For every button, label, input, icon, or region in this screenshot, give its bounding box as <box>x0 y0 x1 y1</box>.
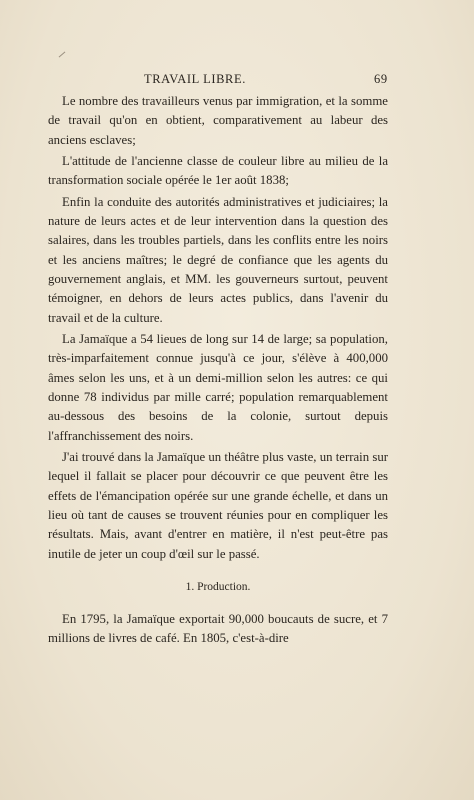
paragraph-3: Enfin la conduite des autorités administratives et judiciaires; la nature de leurs actes et de leur intervention dans la question des salaires, dans les troubles partiels, dans les conflits entre les noirs et les anciens maîtres; le degré de confiance que les agents du gouvernement anglais, et MM. les gouverneurs surtout, peuvent témoigner, en dehors de leurs actes publics, dans l'avenir du travail et de la culture. <box>48 194 388 325</box>
body-text <box>48 92 388 651</box>
paragraph-1: Le nombre des travailleurs venus par immigration, et la somme de travail qu'on en obtient, comparativement au labeur des anciens esclaves; <box>48 94 388 147</box>
paragraph-5: J'ai trouvé dans la Jamaïque un théâtre plus vaste, un terrain sur lequel il fallait se placer pour découvrir ce que peuvent être les effets de l'émancipation opérée sur une grande échelle, et dans un lieu où tant de causes se trouvent réunies pour en compliquer les résultats. Mais, avant d'entrer en matière, il n'est peut-être pas inutile de jeter un coup d'œil sur le passé. <box>48 450 388 561</box>
paragraph-4: La Jamaïque a 54 lieues de long sur 14 de large; sa population, très-imparfaitement connue jusqu'à ce jour, s'élève à 400,000 âmes selon les uns, et à un demi-million selon les autres: ce qui donne 78 individus par mille carré; population remarquablement au-dessous des besoins de la colonie, surtout depuis l'affranchissement des noirs. <box>48 332 388 443</box>
page-number: 69 <box>374 72 388 86</box>
paragraph-2: L'attitude de l'ancienne classe de couleur libre au milieu de la transformation sociale opérée le 1er août 1838; <box>48 154 388 188</box>
section-title: 1. Production. <box>185 580 251 593</box>
pencil-mark <box>59 52 66 58</box>
running-head: TRAVAIL LIBRE. <box>144 72 246 86</box>
paragraph-6: En 1795, la Jamaïque exportait 90,000 boucauts de sucre, et 7 millions de livres de café. En 1805, c'est-à-dire <box>48 612 388 646</box>
